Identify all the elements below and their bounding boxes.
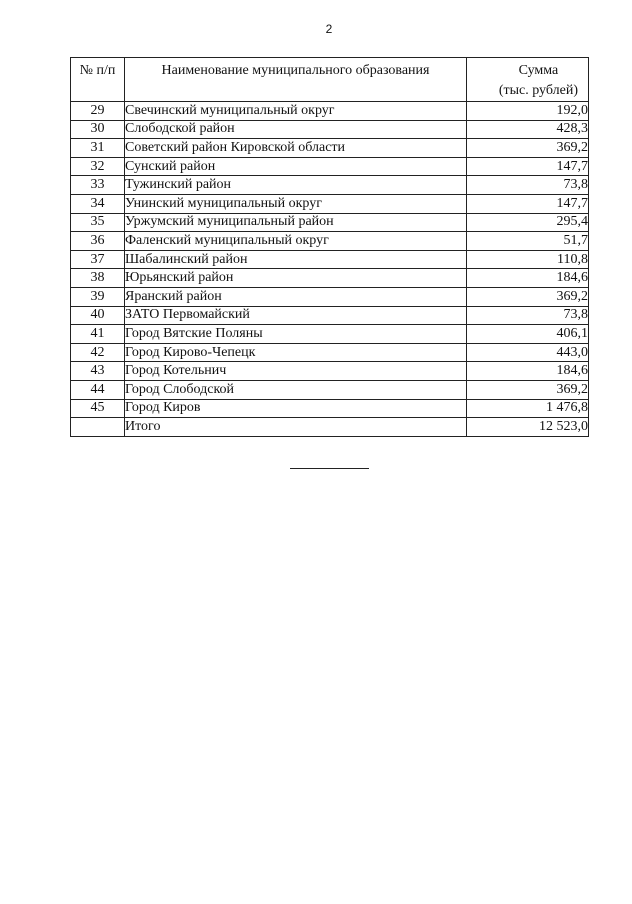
header-name: Наименование муниципального образования [125, 58, 467, 102]
table-row [71, 399, 589, 418]
row-name: ЗАТО Первомайский [125, 306, 467, 325]
row-number: 37 [71, 250, 125, 269]
row-number: 32 [71, 157, 125, 176]
row-name: Город Киров [125, 399, 467, 418]
row-name: Город Кирово-Чепецк [125, 343, 467, 362]
total-label: Итого [125, 418, 467, 437]
row-sum: 369,2 [467, 380, 589, 399]
row-name: Тужинский район [125, 176, 467, 195]
row-name: Советский район Кировской области [125, 139, 467, 158]
row-number: 45 [71, 399, 125, 418]
row-sum: 369,2 [467, 287, 589, 306]
table-row [71, 325, 589, 344]
total-sum: 12 523,0 [467, 418, 589, 437]
table-row [71, 287, 589, 306]
table-row [71, 362, 589, 381]
row-number: 39 [71, 287, 125, 306]
row-number: 30 [71, 120, 125, 139]
table-row [71, 232, 589, 251]
row-number: 34 [71, 194, 125, 213]
row-number: 31 [71, 139, 125, 158]
table-row [71, 120, 589, 139]
row-sum: 184,6 [467, 269, 589, 288]
row-number: 40 [71, 306, 125, 325]
table-row [71, 157, 589, 176]
table-row [71, 102, 589, 121]
row-name: Город Вятские Поляны [125, 325, 467, 344]
table-body [71, 102, 589, 437]
table-row [71, 269, 589, 288]
table-header-row [71, 58, 589, 102]
row-sum: 184,6 [467, 362, 589, 381]
header-sum-unit: (тыс. рублей) [498, 83, 578, 98]
row-name: Яранский район [125, 287, 467, 306]
row-number: 36 [71, 232, 125, 251]
row-sum: 443,0 [467, 343, 589, 362]
table-row [71, 343, 589, 362]
table-row [71, 176, 589, 195]
row-sum: 192,0 [467, 102, 589, 121]
row-sum: 51,7 [467, 232, 589, 251]
row-name: Уржумский муниципальный район [125, 213, 467, 232]
row-sum: 147,7 [467, 194, 589, 213]
row-name: Слободской район [125, 120, 467, 139]
row-number: 33 [71, 176, 125, 195]
row-name: Город Слободской [125, 380, 467, 399]
row-sum: 73,8 [467, 176, 589, 195]
row-number: 29 [71, 102, 125, 121]
header-number: № п/п [71, 58, 125, 102]
row-name: Шабалинский район [125, 250, 467, 269]
row-name: Сунский район [125, 157, 467, 176]
row-number: 43 [71, 362, 125, 381]
table-row [71, 213, 589, 232]
row-sum: 406,1 [467, 325, 589, 344]
row-sum: 110,8 [467, 250, 589, 269]
row-sum: 73,8 [467, 306, 589, 325]
table-row [71, 139, 589, 158]
total-number [71, 418, 125, 437]
row-sum: 369,2 [467, 139, 589, 158]
header-sum-text [499, 61, 578, 101]
table-row [71, 380, 589, 399]
table-row [71, 306, 589, 325]
row-number: 38 [71, 269, 125, 288]
allocation-table [70, 57, 589, 437]
row-name: Фаленский муниципальный округ [125, 232, 467, 251]
row-sum: 295,4 [467, 213, 589, 232]
row-number: 41 [71, 325, 125, 344]
row-name: Свечинский муниципальный округ [125, 102, 467, 121]
end-divider-line [290, 468, 369, 469]
row-name: Город Котельнич [125, 362, 467, 381]
total-row [71, 418, 589, 437]
row-name: Юрьянский район [125, 269, 467, 288]
page-number: 2 [325, 22, 333, 36]
row-sum: 1 476,8 [467, 399, 589, 418]
row-name: Унинский муниципальный округ [125, 194, 467, 213]
row-sum: 428,3 [467, 120, 589, 139]
header-sum [467, 58, 589, 102]
header-sum-title: Сумма [518, 63, 559, 78]
row-sum: 147,7 [467, 157, 589, 176]
row-number: 35 [71, 213, 125, 232]
table-row [71, 194, 589, 213]
row-number: 44 [71, 380, 125, 399]
table-row [71, 250, 589, 269]
row-number: 42 [71, 343, 125, 362]
